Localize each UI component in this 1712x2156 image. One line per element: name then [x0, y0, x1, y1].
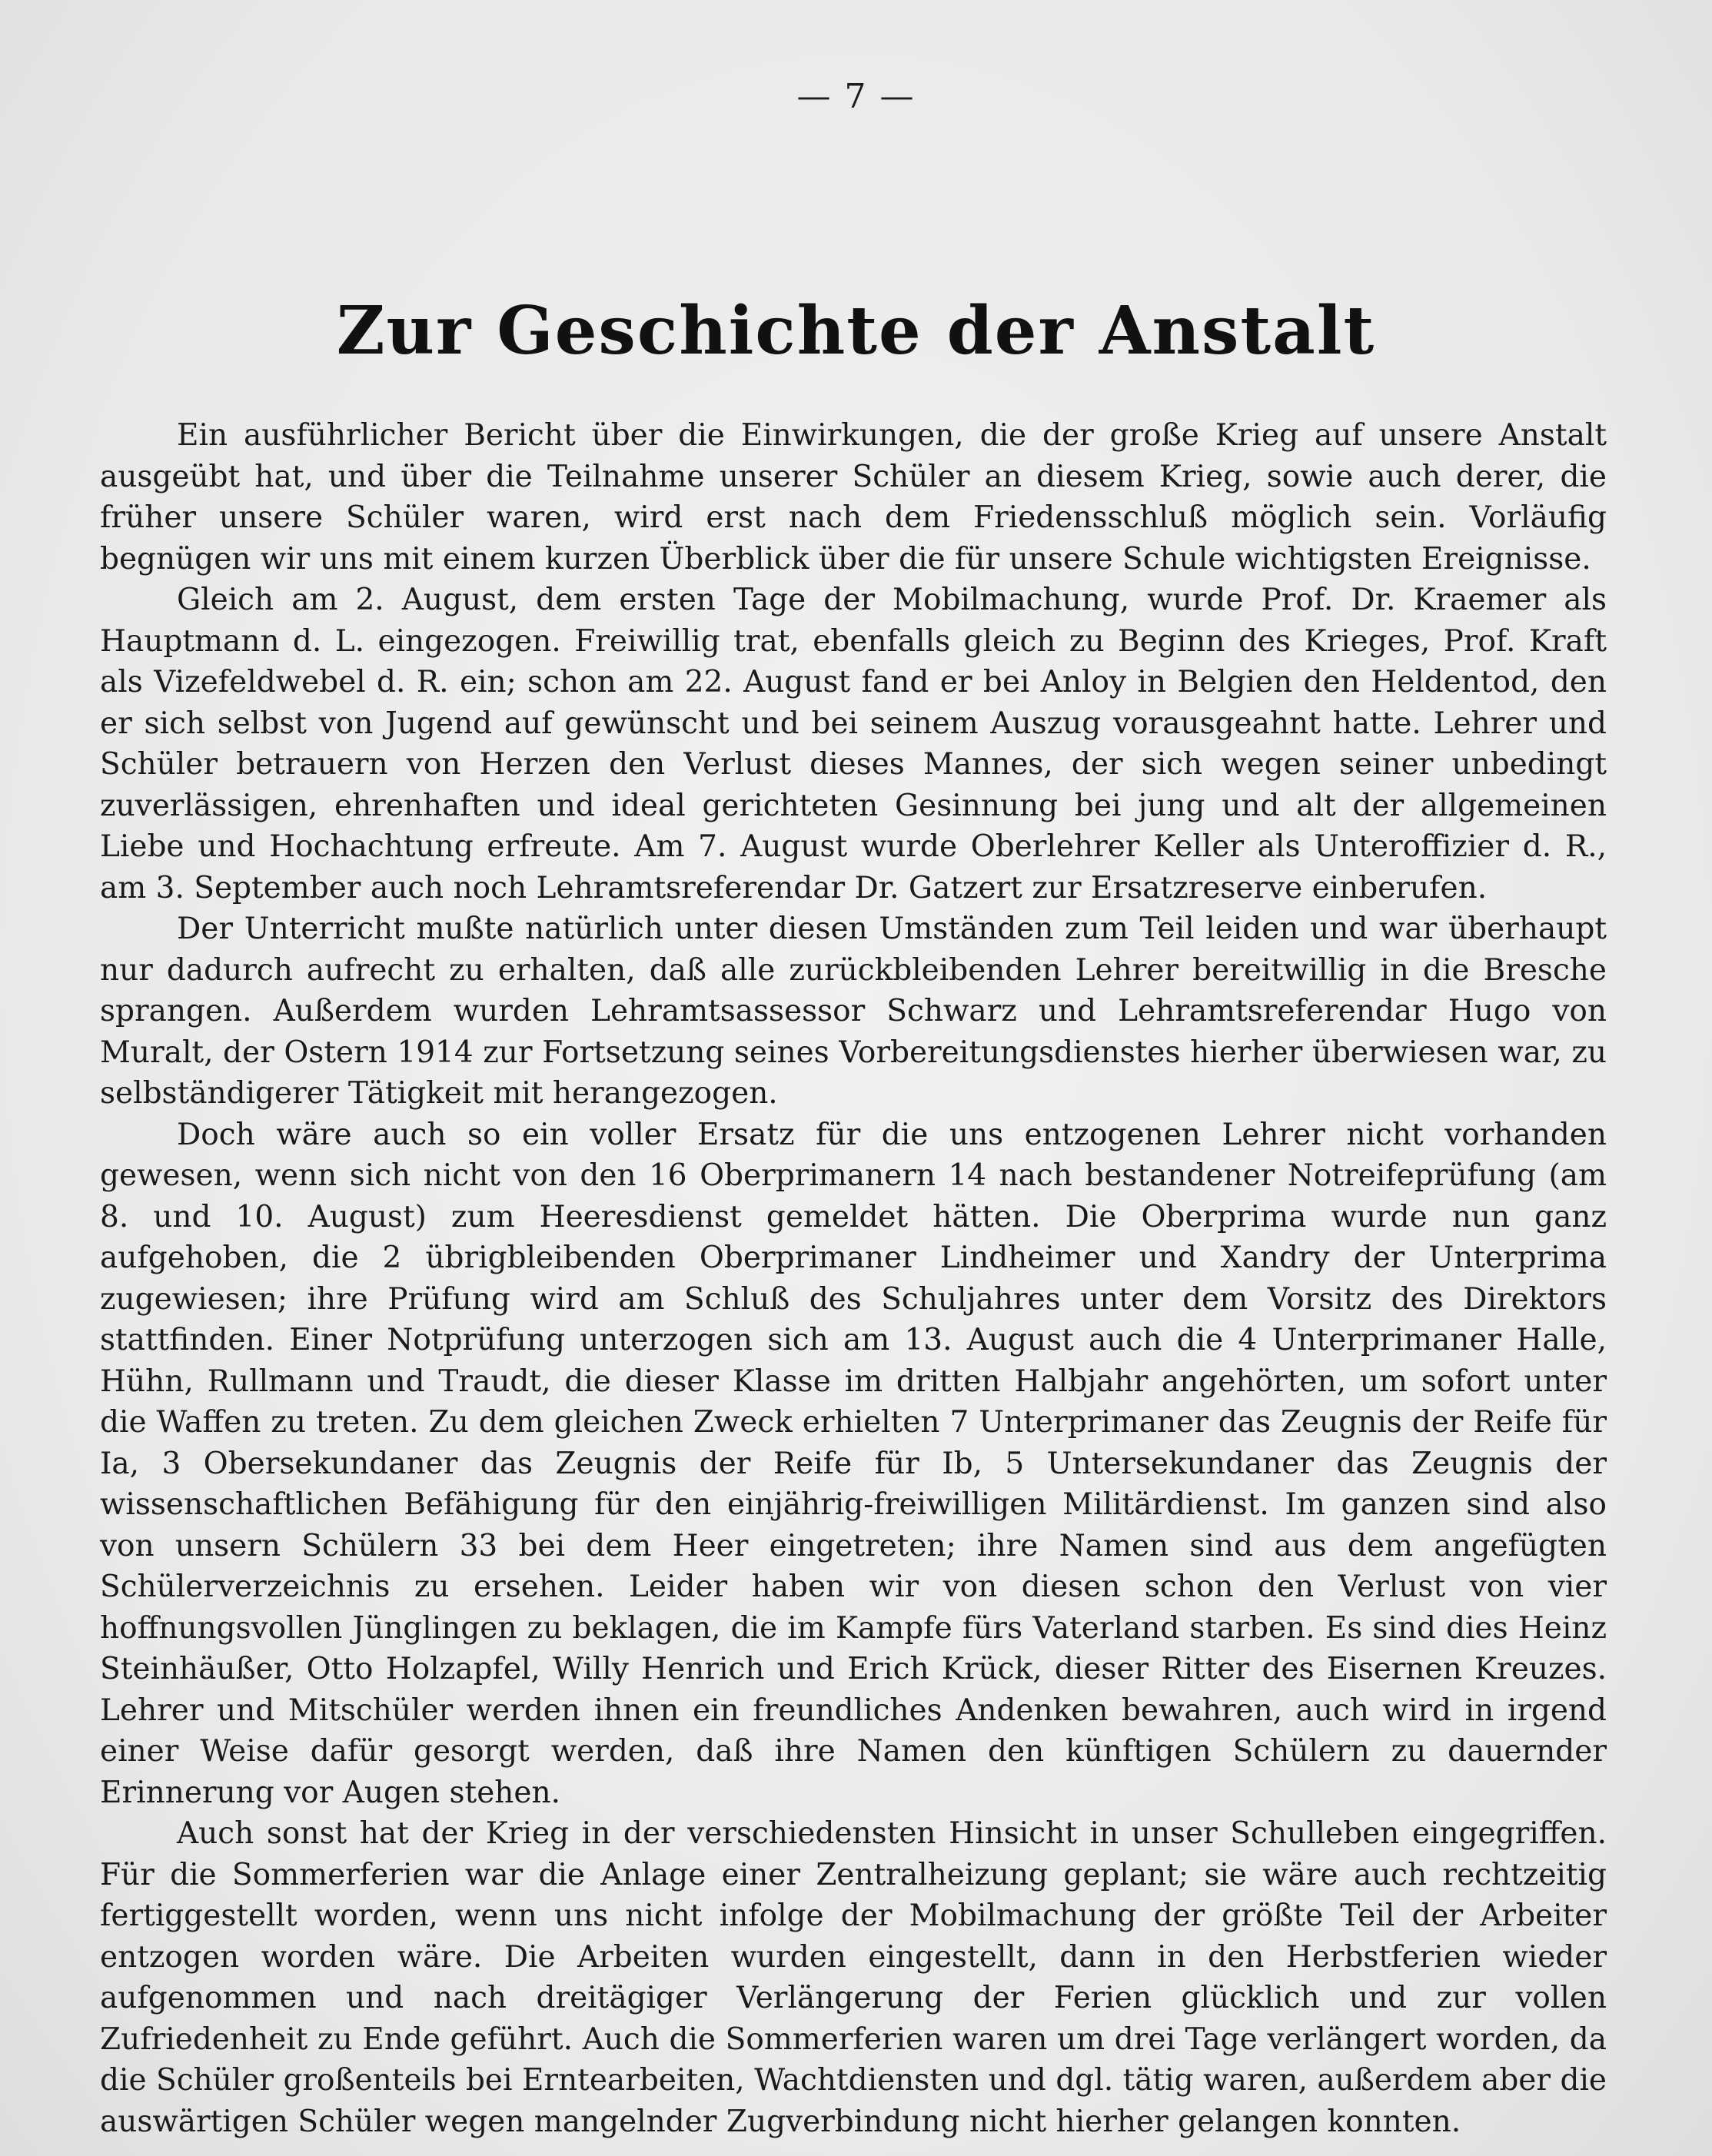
paragraph-5: Auch sonst hat der Krieg in der verschiedensten Hinsicht in unser Schulleben eingegriffen. Für die Sommerferien war die Anlage einer Zentralheizung geplant; sie wäre auch rechtzeitig fertiggestellt worden, wenn uns nicht infolge der Mobilmachung der größte Teil der Arbeiter entzogen worden wäre. Die Arbeiten wurden eingestellt, dann in den Herbstferien wieder aufgenommen und nach dreitägiger Verlängerung der Ferien glücklich und zur vollen Zufriedenheit zu Ende geführt. Auch die Sommerferien waren um drei Tage verlängert worden, da die Schüler großenteils bei Erntearbeiten, Wachtdiensten und dgl. tätig waren, außerdem aber die auswärtigen Schüler wegen mangelnder Zugverbindung nicht hierher gelangen konnten.	[100, 1816, 1607, 2139]
page-number: — 7 —	[796, 77, 916, 116]
paragraph-4: Doch wäre auch so ein voller Ersatz für die uns entzogenen Lehrer nicht vorhanden gewesen, wenn sich nicht von den 16 Oberprimanern 14 nach bestandener Notreifeprüfung (am 8. und 10. August) zum Heeresdienst gemeldet hätten. Die Oberprima wurde nun ganz aufgehoben, die 2 übrigbleibenden Oberprimaner Lindheimer und Xandry der Unterprima zugewiesen; ihre Prüfung wird am Schluß des Schuljahres unter dem Vorsitz des Direktors stattfinden. Einer Notprüfung unterzogen sich am 13. August auch die 4 Unterprimaner Halle, Hühn, Rullmann und Traudt, die dieser Klasse im dritten Halbjahr angehörten, um sofort unter die Waffen zu treten. Zu dem gleichen Zweck erhielten 7 Unterprimaner das Zeugnis der Reife für Ia, 3 Obersekundaner das Zeugnis der Reife für Ib, 5 Untersekundaner das Zeugnis der wissenschaftlichen Befähigung für den einjährig-freiwilligen Militärdienst. Im ganzen sind also von unsern Schülern 33 bei dem Heer eingetreten; ihre Namen sind aus dem angefügten Schülerverzeichnis zu ersehen. Leider haben wir von diesen schon den Verlust von vier hoffnungsvollen Jünglingen zu beklagen, die im Kampfe fürs Vaterland starben. Es sind dies Heinz Steinhäußer, Otto Holzapfel, Willy Henrich und Erich Krück, dieser Ritter des Eisernen Kreuzes. Lehrer und Mitschüler werden ihnen ein freundliches Andenken bewahren, auch wird in irgend einer Weise dafür gesorgt werden, daß ihre Namen den künftigen Schülern zu dauernder Erinnerung vor Augen stehen.	[100, 1117, 1607, 1810]
paragraph-1: Ein ausführlicher Bericht über die Einwirkungen, die der große Krieg auf unsere Anstalt ausgeübt hat, und über die Teilnahme unserer Schüler an diesem Krieg, sowie auch derer, die früher unsere Schüler waren, wird erst nach dem Friedensschluß möglich sein. Vorläufig begnügen wir uns mit einem kurzen Überblick über die für unsere Schule wichtigsten Ereignisse.	[100, 418, 1607, 576]
body-text	[100, 415, 1607, 2142]
page-title: Zur Geschichte der Anstalt	[336, 292, 1376, 370]
paragraph-3: Der Unterricht mußte natürlich unter diesen Umständen zum Teil leiden und war überhaupt nur dadurch aufrecht zu erhalten, daß alle zurückbleibenden Lehrer bereitwillig in die Bresche sprangen. Außerdem wurden Lehramtsassessor Schwarz und Lehramtsreferendar Hugo von Muralt, der Ostern 1914 zur Fortsetzung seines Vorbereitungsdienstes hierher überwiesen war, zu selbständigerer Tätigkeit mit herangezogen.	[100, 912, 1607, 1111]
paragraph-2: Gleich am 2. August, dem ersten Tage der Mobilmachung, wurde Prof. Dr. Kraemer als Hauptmann d. L. eingezogen. Freiwillig trat, ebenfalls gleich zu Beginn des Krieges, Prof. Kraft als Vizefeldwebel d. R. ein; schon am 22. August fand er bei Anloy in Belgien den Heldentod, den er sich selbst von Jugend auf gewünscht und bei seinem Auszug vorausgeahnt hatte. Lehrer und Schüler betrauern von Herzen den Verlust dieses Mannes, der sich wegen seiner unbedingt zuverlässigen, ehrenhaften und ideal gerichteten Gesinnung bei jung und alt der allgemeinen Liebe und Hochachtung erfreute. Am 7. August wurde Oberlehrer Keller als Unteroffizier d. R., am 3. September auch noch Lehramtsreferendar Dr. Gatzert zur Ersatzreserve einberufen.	[100, 583, 1607, 905]
